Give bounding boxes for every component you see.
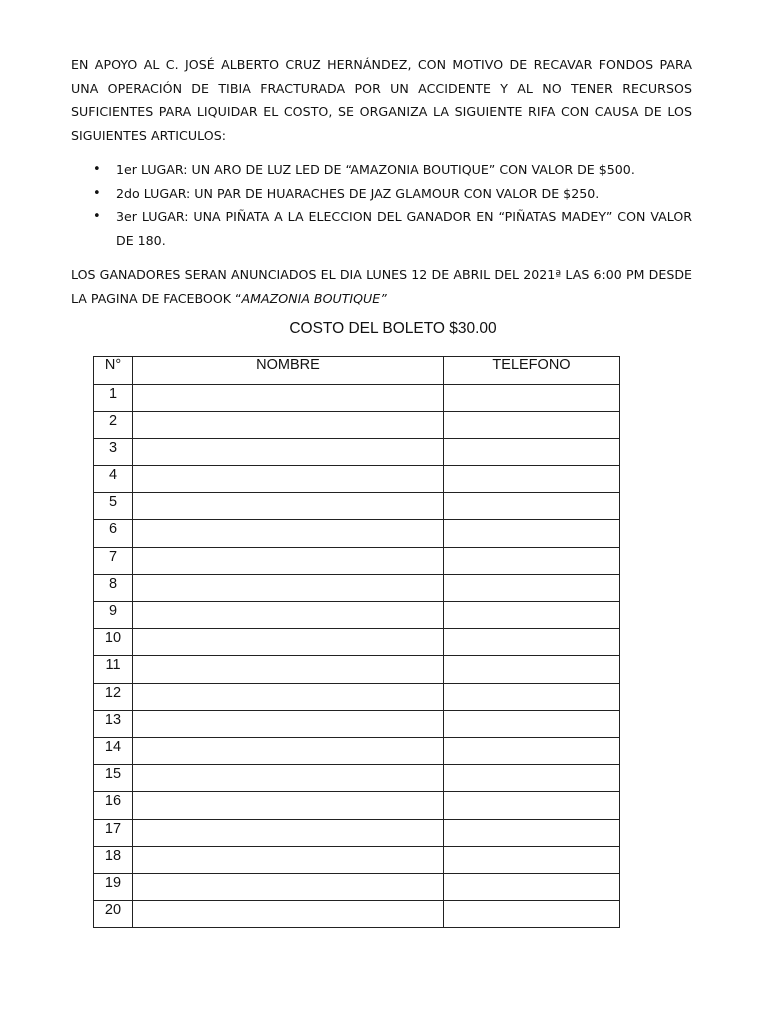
table-row	[94, 792, 620, 819]
row-number: 13	[94, 710, 133, 737]
phone-cell	[444, 629, 620, 656]
table-row	[94, 602, 620, 629]
row-number: 5	[94, 493, 133, 520]
name-cell	[133, 629, 444, 656]
name-cell	[133, 438, 444, 465]
phone-cell	[444, 819, 620, 846]
row-number: 19	[94, 873, 133, 900]
table-row	[94, 438, 620, 465]
phone-cell	[444, 411, 620, 438]
phone-cell	[444, 466, 620, 493]
row-number: 1	[94, 384, 133, 411]
table-row	[94, 493, 620, 520]
header-phone: TELEFONO	[444, 357, 620, 385]
name-cell	[133, 846, 444, 873]
row-number: 14	[94, 737, 133, 764]
row-number: 12	[94, 683, 133, 710]
prize-item-2	[71, 182, 692, 206]
name-cell	[133, 520, 444, 547]
phone-cell	[444, 765, 620, 792]
ticket-cost-heading: COSTO DEL BOLETO $30.00	[289, 320, 497, 337]
table-row	[94, 683, 620, 710]
intro-paragraph: EN APOYO AL C. JOSÉ ALBERTO CRUZ HERNÁNDEZ, CON MOTIVO DE RECAVAR FONDOS PARA UNA OPERACIÓN DE TIBIA FRACTURADA POR UN ACCIDENTE Y AL NO TENER RECURSOS SUFICIENTES PARA LIQUIDAR EL COSTO, SE ORGANIZA LA SIGUIENTE RIFA CON CAUSA DE LOS SIGUIENTES ARTICULOS:	[71, 57, 692, 143]
table-row	[94, 819, 620, 846]
row-number: 15	[94, 765, 133, 792]
table-row	[94, 656, 620, 683]
row-number: 18	[94, 846, 133, 873]
table-row	[94, 411, 620, 438]
row-number: 4	[94, 466, 133, 493]
name-cell	[133, 574, 444, 601]
row-number: 2	[94, 411, 133, 438]
phone-cell	[444, 737, 620, 764]
table-row	[94, 466, 620, 493]
announcement-text: LOS GANADORES SERAN ANUNCIADOS EL DIA LUNES 12 DE ABRIL DEL 2021ª LAS 6:00 PM DESDE LA PAGINA DE FACEBOOK “	[71, 267, 692, 306]
phone-cell	[444, 384, 620, 411]
row-number: 10	[94, 629, 133, 656]
name-cell	[133, 873, 444, 900]
table-row	[94, 737, 620, 764]
name-cell	[133, 901, 444, 928]
phone-cell	[444, 493, 620, 520]
bullet-icon: •	[93, 162, 101, 177]
prize-text: 3er LUGAR: UNA PIÑATA A LA ELECCION DEL GANADOR EN “PIÑATAS MADEY” CON VALOR DE 180.	[116, 209, 692, 248]
row-number: 17	[94, 819, 133, 846]
name-cell	[133, 466, 444, 493]
name-cell	[133, 411, 444, 438]
name-cell	[133, 737, 444, 764]
participant-table	[93, 356, 620, 928]
name-cell	[133, 710, 444, 737]
table-row	[94, 765, 620, 792]
table-row	[94, 710, 620, 737]
phone-cell	[444, 547, 620, 574]
name-cell	[133, 683, 444, 710]
facebook-page-name: AMAZONIA BOUTIQUE”	[241, 290, 387, 306]
row-number: 6	[94, 520, 133, 547]
prize-text: 1er LUGAR: UN ARO DE LUZ LED DE “AMAZONIA BOUTIQUE” CON VALOR DE $500.	[116, 162, 635, 177]
row-number: 20	[94, 901, 133, 928]
table-row	[94, 901, 620, 928]
phone-cell	[444, 656, 620, 683]
prize-item-3	[71, 205, 692, 252]
name-cell	[133, 493, 444, 520]
name-cell	[133, 656, 444, 683]
bullet-icon: •	[93, 209, 101, 224]
name-cell	[133, 384, 444, 411]
prize-text: 2do LUGAR: UN PAR DE HUARACHES DE JAZ GLAMOUR CON VALOR DE $250.	[116, 185, 600, 201]
row-number: 7	[94, 547, 133, 574]
row-number: 3	[94, 438, 133, 465]
phone-cell	[444, 710, 620, 737]
table-header-row	[94, 357, 620, 385]
table-row	[94, 846, 620, 873]
phone-cell	[444, 846, 620, 873]
phone-cell	[444, 873, 620, 900]
table-row	[94, 384, 620, 411]
announcement-paragraph	[71, 263, 692, 310]
prize-list	[71, 158, 692, 252]
row-number: 16	[94, 792, 133, 819]
name-cell	[133, 602, 444, 629]
name-cell	[133, 547, 444, 574]
phone-cell	[444, 520, 620, 547]
table-body	[94, 384, 620, 928]
phone-cell	[444, 574, 620, 601]
phone-cell	[444, 792, 620, 819]
phone-cell	[444, 602, 620, 629]
table-row	[94, 547, 620, 574]
table-row	[94, 629, 620, 656]
phone-cell	[444, 683, 620, 710]
table-row	[94, 520, 620, 547]
row-number: 11	[94, 656, 133, 683]
row-number: 8	[94, 574, 133, 601]
prize-item-1	[71, 158, 692, 182]
name-cell	[133, 819, 444, 846]
table-row	[94, 574, 620, 601]
phone-cell	[444, 901, 620, 928]
name-cell	[133, 792, 444, 819]
phone-cell	[444, 438, 620, 465]
name-cell	[133, 765, 444, 792]
row-number: 9	[94, 602, 133, 629]
table-row	[94, 873, 620, 900]
bullet-icon: •	[93, 185, 101, 201]
header-name: NOMBRE	[133, 357, 444, 385]
header-number: N°	[94, 357, 133, 385]
